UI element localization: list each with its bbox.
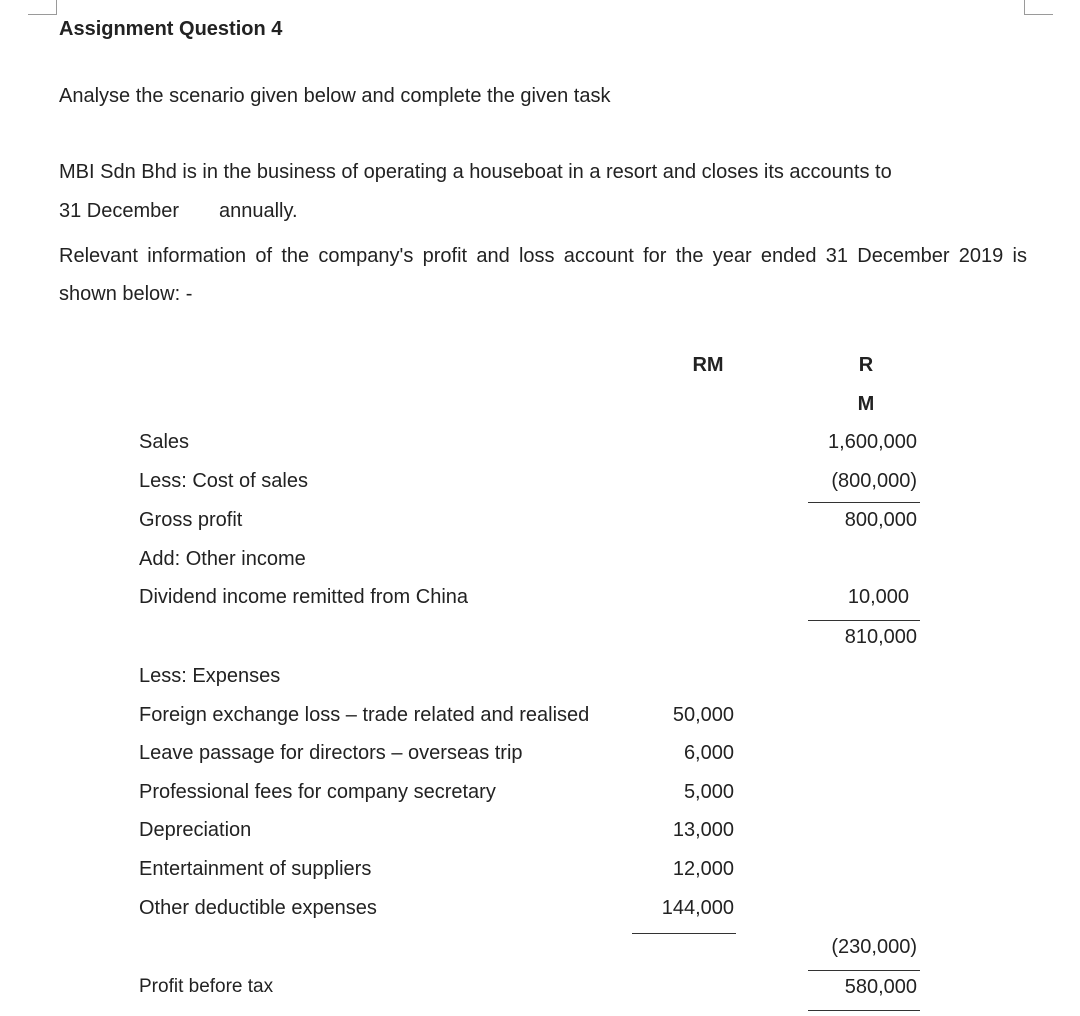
profit-before-tax-value: 580,000 [844, 976, 917, 998]
gross-profit-value: 800,000 [844, 509, 917, 531]
page-corner-mark [1024, 0, 1053, 15]
total-expenses-value: (230,000) [831, 936, 917, 958]
scenario-annually: annually. [219, 200, 298, 222]
sales-value: 1,600,000 [828, 431, 917, 453]
scenario-line-1: MBI Sdn Bhd is in the business of operating a houseboat in a resort and closes its accounts to [59, 161, 892, 183]
expense-label: Foreign exchange loss – trade related and realised [139, 704, 590, 726]
scenario-year-end-date: 31 December [59, 200, 180, 222]
expense-label: Entertainment of suppliers [139, 858, 372, 880]
expense-value: 12,000 [672, 858, 734, 880]
other-income-label: Add: Other income [139, 548, 306, 570]
dividend-income-value: 10,000 [847, 586, 909, 608]
expense-label: Professional fees for company secretary [139, 781, 496, 803]
expense-label: Depreciation [139, 819, 252, 841]
assignment-heading: Assignment Question 4 [59, 18, 283, 40]
underline-rule [808, 502, 920, 503]
underline-rule [808, 620, 920, 621]
expense-value: 6,000 [683, 742, 734, 764]
expenses-label: Less: Expenses [139, 665, 281, 687]
underline-rule [808, 970, 920, 971]
dividend-income-label: Dividend income remitted from China [139, 586, 469, 608]
subtotal-value: 810,000 [844, 626, 917, 648]
gross-profit-label: Gross profit [139, 509, 243, 531]
underline-rule [808, 1010, 920, 1011]
expense-value: 13,000 [672, 819, 734, 841]
expense-value: 144,000 [661, 897, 734, 919]
expense-label: Other deductible expenses [139, 897, 377, 919]
underline-rule [632, 933, 736, 934]
profit-before-tax-label: Profit before tax [139, 976, 274, 997]
rm-column-header: RM [692, 354, 724, 376]
expense-label: Leave passage for directors – overseas trip [139, 742, 523, 764]
rm-total-column-header-m: M [857, 393, 875, 415]
page-corner-mark [28, 0, 57, 15]
sales-label: Sales [139, 431, 190, 453]
expense-value: 5,000 [683, 781, 734, 803]
expense-value: 50,000 [672, 704, 734, 726]
cost-of-sales-label: Less: Cost of sales [139, 470, 308, 492]
instruction-text: Analyse the scenario given below and complete the given task [59, 85, 611, 107]
cost-of-sales-value: (800,000) [831, 470, 917, 492]
relevant-information-text: Relevant information of the company's profit and loss account for the year ended 31 December 2019 is shown below: - [59, 245, 1027, 305]
rm-total-column-header-r: R [858, 354, 874, 376]
